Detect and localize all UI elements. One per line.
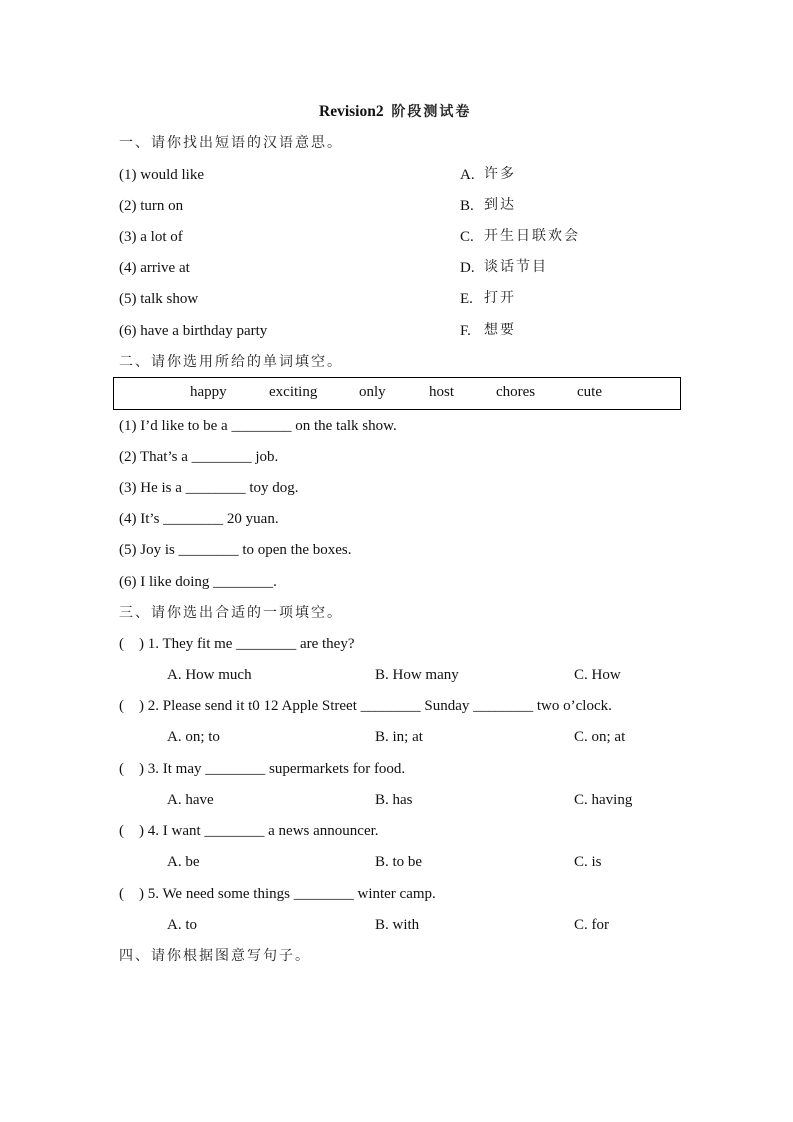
- answer-option: B. has: [375, 792, 413, 808]
- answer-option: A. to: [167, 917, 197, 933]
- fill-sentence: (3) He is a ________ toy dog.: [119, 480, 299, 496]
- meaning-text: 许多: [484, 166, 516, 182]
- title-cn: 阶段测试卷: [391, 104, 472, 120]
- meaning-text: 开生日联欢会: [484, 228, 580, 244]
- phrase-item: (3) a lot of: [119, 229, 183, 245]
- question-stem: ( ) 3. It may ________ supermarkets for food.: [119, 761, 406, 777]
- page-title: [319, 103, 471, 121]
- fill-sentence: (5) Joy is ________ to open the boxes.: [119, 542, 352, 558]
- phrase-item: (2) turn on: [119, 198, 184, 214]
- section2-heading: 二、请你选用所给的单词填空。: [119, 354, 343, 370]
- meaning-letter: F.: [460, 323, 471, 339]
- answer-option: B. with: [375, 917, 420, 933]
- word-bank-item: exciting: [269, 384, 318, 400]
- question-stem: ( ) 5. We need some things ________ winter camp.: [119, 886, 436, 902]
- answer-option: C. having: [574, 792, 633, 808]
- meaning-text: 想要: [484, 322, 516, 338]
- answer-option: A. How much: [167, 667, 252, 683]
- answer-option: B. How many: [375, 667, 459, 683]
- section4-heading: 四、请你根据图意写句子。: [119, 948, 311, 964]
- fill-sentence: (2) That’s a ________ job.: [119, 449, 279, 465]
- answer-option: A. have: [167, 792, 214, 808]
- answer-option: B. in; at: [375, 729, 423, 745]
- answer-option: C. is: [574, 854, 602, 870]
- answer-option: B. to be: [375, 854, 423, 870]
- phrase-item: (5) talk show: [119, 291, 199, 307]
- phrase-item: (4) arrive at: [119, 260, 190, 276]
- meaning-letter: A.: [460, 167, 475, 183]
- answer-option: C. How: [574, 667, 621, 683]
- meaning-text: 打开: [484, 290, 516, 306]
- title-en: Revision2: [319, 103, 384, 120]
- answer-option: A. be: [167, 854, 200, 870]
- meaning-letter: D.: [460, 260, 475, 276]
- meaning-letter: B.: [460, 198, 474, 214]
- section3-heading: 三、请你选出合适的一项填空。: [119, 605, 343, 621]
- answer-option: C. for: [574, 917, 609, 933]
- word-bank: [113, 377, 681, 410]
- meaning-letter: C.: [460, 229, 474, 245]
- word-bank-item: chores: [496, 384, 536, 400]
- meaning-text: 到达: [484, 197, 516, 213]
- phrase-item: (6) have a birthday party: [119, 323, 268, 339]
- fill-sentence: (6) I like doing ________.: [119, 574, 277, 590]
- answer-option: A. on; to: [167, 729, 220, 745]
- section1-heading: 一、请你找出短语的汉语意思。: [119, 135, 343, 151]
- fill-sentence: (1) I’d like to be a ________ on the talk show.: [119, 418, 397, 434]
- meaning-text: 谈话节目: [484, 259, 548, 275]
- word-bank-item: cute: [577, 384, 602, 400]
- word-bank-item: happy: [190, 384, 227, 400]
- fill-sentence: (4) It’s ________ 20 yuan.: [119, 511, 279, 527]
- question-stem: ( ) 1. They fit me ________ are they?: [119, 636, 355, 652]
- answer-option: C. on; at: [574, 729, 626, 745]
- question-stem: ( ) 2. Please send it t0 12 Apple Street ________ Sunday ________ two o’clock.: [119, 698, 612, 714]
- word-bank-item: only: [359, 384, 386, 400]
- question-stem: ( ) 4. I want ________ a news announcer.: [119, 823, 379, 839]
- meaning-letter: E.: [460, 291, 473, 307]
- phrase-item: (1) would like: [119, 167, 204, 183]
- word-bank-item: host: [429, 384, 455, 400]
